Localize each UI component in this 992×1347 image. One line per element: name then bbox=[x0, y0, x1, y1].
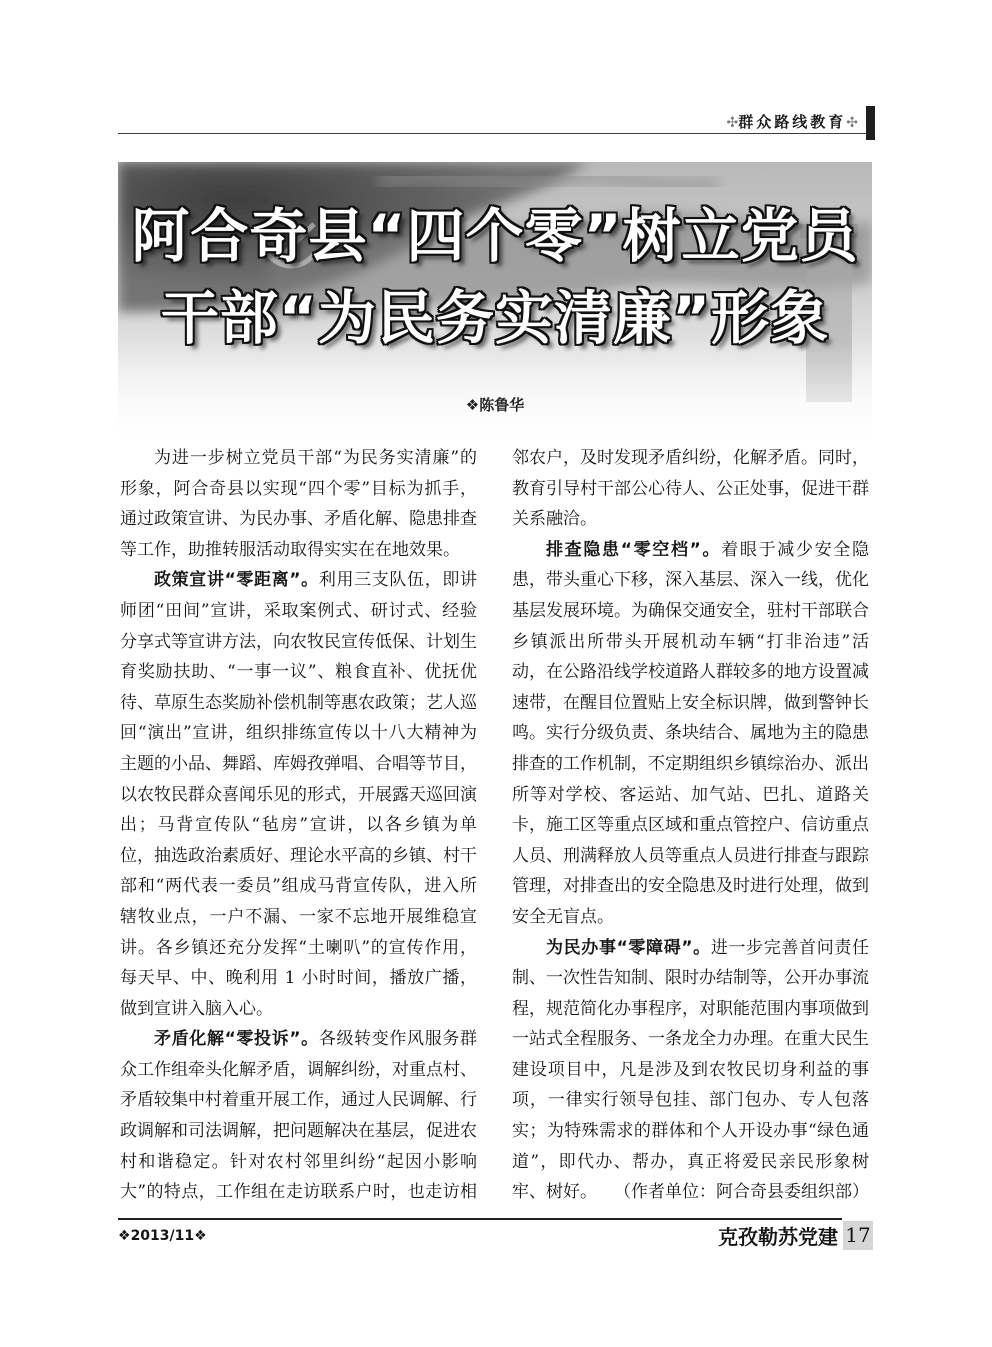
diamond-ornament-icon: ❖ bbox=[194, 1228, 207, 1244]
section-lead: 为民办事“零障碍”。 bbox=[546, 937, 711, 958]
section-text: 进一步完善首问责任制、一次性告知制、限时办结制等，公开办事流程，规范简化办事程序，对职能范围内事项做到一站式全程服务、一条龙全力办理。在重大民生建设项目中，凡是涉及到农牧民切身利益的事项，一律实行领导包挂、部门包办、专人包落实；为特殊需求的群体和个人开设办事“绿色通道”，即代办、帮办，真正将爱民亲民形象树牢、树好。 bbox=[512, 937, 869, 1203]
article-body bbox=[120, 443, 869, 1208]
section-header bbox=[600, 112, 858, 133]
article-title-line-2: 干部“为民务实清廉”形象 bbox=[160, 284, 830, 352]
section-lead: 排查隐患“零空档”。 bbox=[546, 539, 722, 560]
section-lead: 政策宣讲“零距离”。 bbox=[154, 570, 319, 591]
section-paragraph bbox=[512, 535, 869, 933]
section-header-label: 群众路线教育 bbox=[738, 113, 847, 131]
magazine-name: 克孜勒苏党建 bbox=[718, 1225, 838, 1249]
section-text: 利用三支队伍，即讲师团“田间”宣讲，采取案例式、研讨式、经验分享式等宣讲方法，向农牧民宣传低保、计划生育奖励扶助、“一事一议”、粮食直补、优抚优待、草原生态奖励补偿机制等惠农政策；艺人巡回“演出”宣讲，组织排练宣传以十八大精神为主题的小品、舞蹈、库姆孜弹唱、合唱等节目，以农牧民群众喜闻乐见的形式，开展露天巡回演出；马背宣传队“毡房”宣讲，以各乡镇为单位，抽选政治素质好、理论水平高的乡镇、村干部和“两代表一委员”组成马背宣传队，进入所辖牧业点，一户不漏、一家不忘地开展维稳宣讲。各乡镇还充分发挥“土喇叭”的宣传作用，每天早、中、晚利用 1 小时时间，播放广播，做到宣讲入脑入心。 bbox=[120, 570, 477, 1019]
ornament-icon: ✣ bbox=[846, 115, 858, 131]
ornament-icon: ✣ bbox=[726, 115, 739, 131]
article-title-line-1: 阿合奇县“四个零”树立党员 bbox=[131, 202, 859, 270]
author-name: 陈鲁华 bbox=[479, 396, 525, 414]
section-paragraph bbox=[512, 933, 869, 1208]
intro-paragraph: 为进一步树立党员干部“为民务实清廉”的形象，阿合奇县以实现“四个零”目标为抓手，通过政策宣讲、为民办事、矛盾化解、隐患排查等工作，助推转服活动取得实实在在地效果。 bbox=[120, 448, 477, 560]
title-banner bbox=[118, 162, 872, 447]
author-byline bbox=[118, 395, 872, 415]
section-paragraph bbox=[120, 565, 477, 1024]
section-text: 各级转变作风服务群众工作组牵头化解矛盾，调解纠纷，对重点村、矛盾较集中村着重开展工作，通过人民调解、行政调解和司法调解，把问题解决在基层，促进农村和谐稳定。针对农村邻里纠纷“起因小影响大”的特点，工作组在走访联系户时，也走访相邻农户，及时发现矛盾纠纷，化解矛盾。同时，教育引导村干部公心待人、公正处事，促进干群关系融洽。 bbox=[120, 448, 869, 1203]
section-lead: 矛盾化解“零投诉”。 bbox=[154, 1029, 319, 1050]
page-number: 17 bbox=[843, 1221, 873, 1250]
diamond-ornament-icon: ❖ bbox=[465, 396, 480, 414]
flag-fold bbox=[378, 177, 718, 186]
header-edge-bar bbox=[866, 106, 875, 140]
footer-divider bbox=[118, 1218, 842, 1220]
header-divider bbox=[118, 133, 866, 134]
section-text: 着眼于减少安全隐患，带头重心下移，深入基层、深入一线，优化基层发展环境。为确保交通安全，驻村干部联合乡镇派出所带头开展机动车辆“打非治违”活动，在公路沿线学校道路人群较多的地方设置减速带，在醒目位置贴上安全标识牌，做到警钟长鸣。实行分级负责、条块结合、属地为主的隐患排查的工作机制，不定期组织乡镇综治办、派出所等对学校、客运站、加气站、巴扎、道路关卡，施工区等重点区域和重点管控户、信访重点人员、刑满释放人员等重点人员进行排查与跟踪管理，对排查出的安全隐患及时进行处理，做到安全无盲点。 bbox=[512, 539, 869, 927]
diamond-ornament-icon: ❖ bbox=[118, 1228, 131, 1244]
issue-label bbox=[118, 1227, 207, 1245]
author-affiliation: （作者单位：阿合奇县委组织部） bbox=[614, 1182, 869, 1203]
issue-number: 2013/11 bbox=[130, 1228, 195, 1244]
